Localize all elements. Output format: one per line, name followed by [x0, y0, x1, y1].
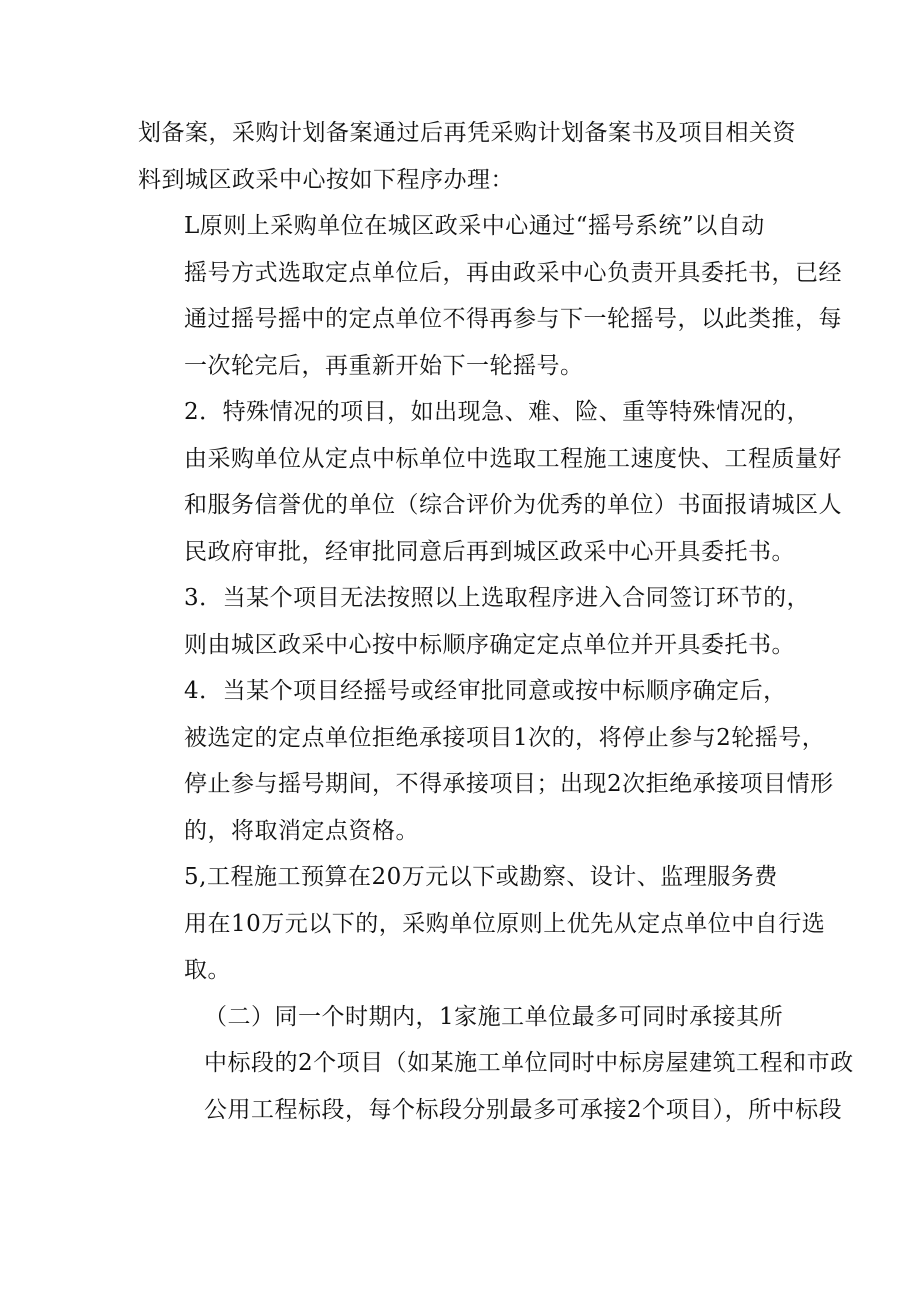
paragraph-line: 5,工程施工预算在20万元以下或勘察、设计、监理服务费	[184, 864, 778, 890]
paragraph-line: 民政府审批，经审批同意后再到城区政采中心开具委托书。	[184, 538, 795, 565]
paragraph-line: （二）同一个时期内，1家施工单位最多可同时承接其所	[204, 1003, 784, 1030]
paragraph-line: 由采购单位从定点中标单位中选取工程施工速度快、工程质量好	[184, 445, 842, 472]
paragraph-line: 则由城区政采中心按中标顺序确定定点单位并开具委托书。	[184, 631, 795, 658]
paragraph-line: 公用工程标段，每个标段分别最多可承接2个项目），所中标段	[204, 1096, 843, 1123]
paragraph-line: 和服务信誉优的单位（综合评价为优秀的单位）书面报请城区人	[184, 492, 842, 518]
paragraph-4	[138, 668, 834, 854]
paragraph-line: 2．特殊情况的项目，如出现急、难、险、重等特殊情况的，	[184, 399, 811, 425]
paragraph-line: 中标段的2个项目（如某施工单位同时中标房屋建筑工程和市政	[204, 1050, 854, 1076]
paragraph-3	[138, 575, 811, 668]
paragraph-line: 被选定的定点单位拒绝承接项目1次的，将停止参与2轮摇号，	[184, 724, 826, 751]
paragraph-line: 取。	[184, 957, 231, 983]
paragraph-1	[138, 203, 842, 389]
paragraph-line: 划备案，采购计划备案通过后再凭采购计划备案书及项目相关资	[138, 120, 796, 146]
paragraph-line: 摇号方式选取定点单位后，再由政采中心负责开具委托书，已经	[184, 259, 842, 286]
paragraph-line: 料到城区政采中心按如下程序办理：	[138, 166, 514, 193]
paragraph-line: 停止参与摇号期间，不得承接项目；出现2次拒绝承接项目情形	[184, 771, 834, 797]
paragraph-line: 通过摇号摇中的定点单位不得再参与下一轮摇号，以此类推，每	[184, 306, 842, 332]
paragraph-2	[138, 389, 842, 575]
paragraph-line: 3．当某个项目无法按照以上选取程序进入合同签订环节的，	[184, 585, 811, 611]
paragraph-0	[138, 110, 798, 203]
paragraph-5	[138, 854, 826, 994]
paragraph-line: L原则上采购单位在城区政采中心通过“摇号系统”以自动	[184, 213, 765, 239]
paragraph-line: 4．当某个项目经摇号或经审批同意或按中标顺序确定后，	[184, 678, 787, 704]
paragraph-line: 的，将取消定点资格。	[184, 817, 419, 844]
paragraph-line: 一次轮完后，再重新开始下一轮摇号。	[184, 352, 584, 379]
document-body	[138, 110, 854, 1133]
paragraph-line: 用在10万元以下的，采购单位原则上优先从定点单位中自行选	[184, 910, 826, 937]
paragraph-6	[138, 994, 854, 1134]
